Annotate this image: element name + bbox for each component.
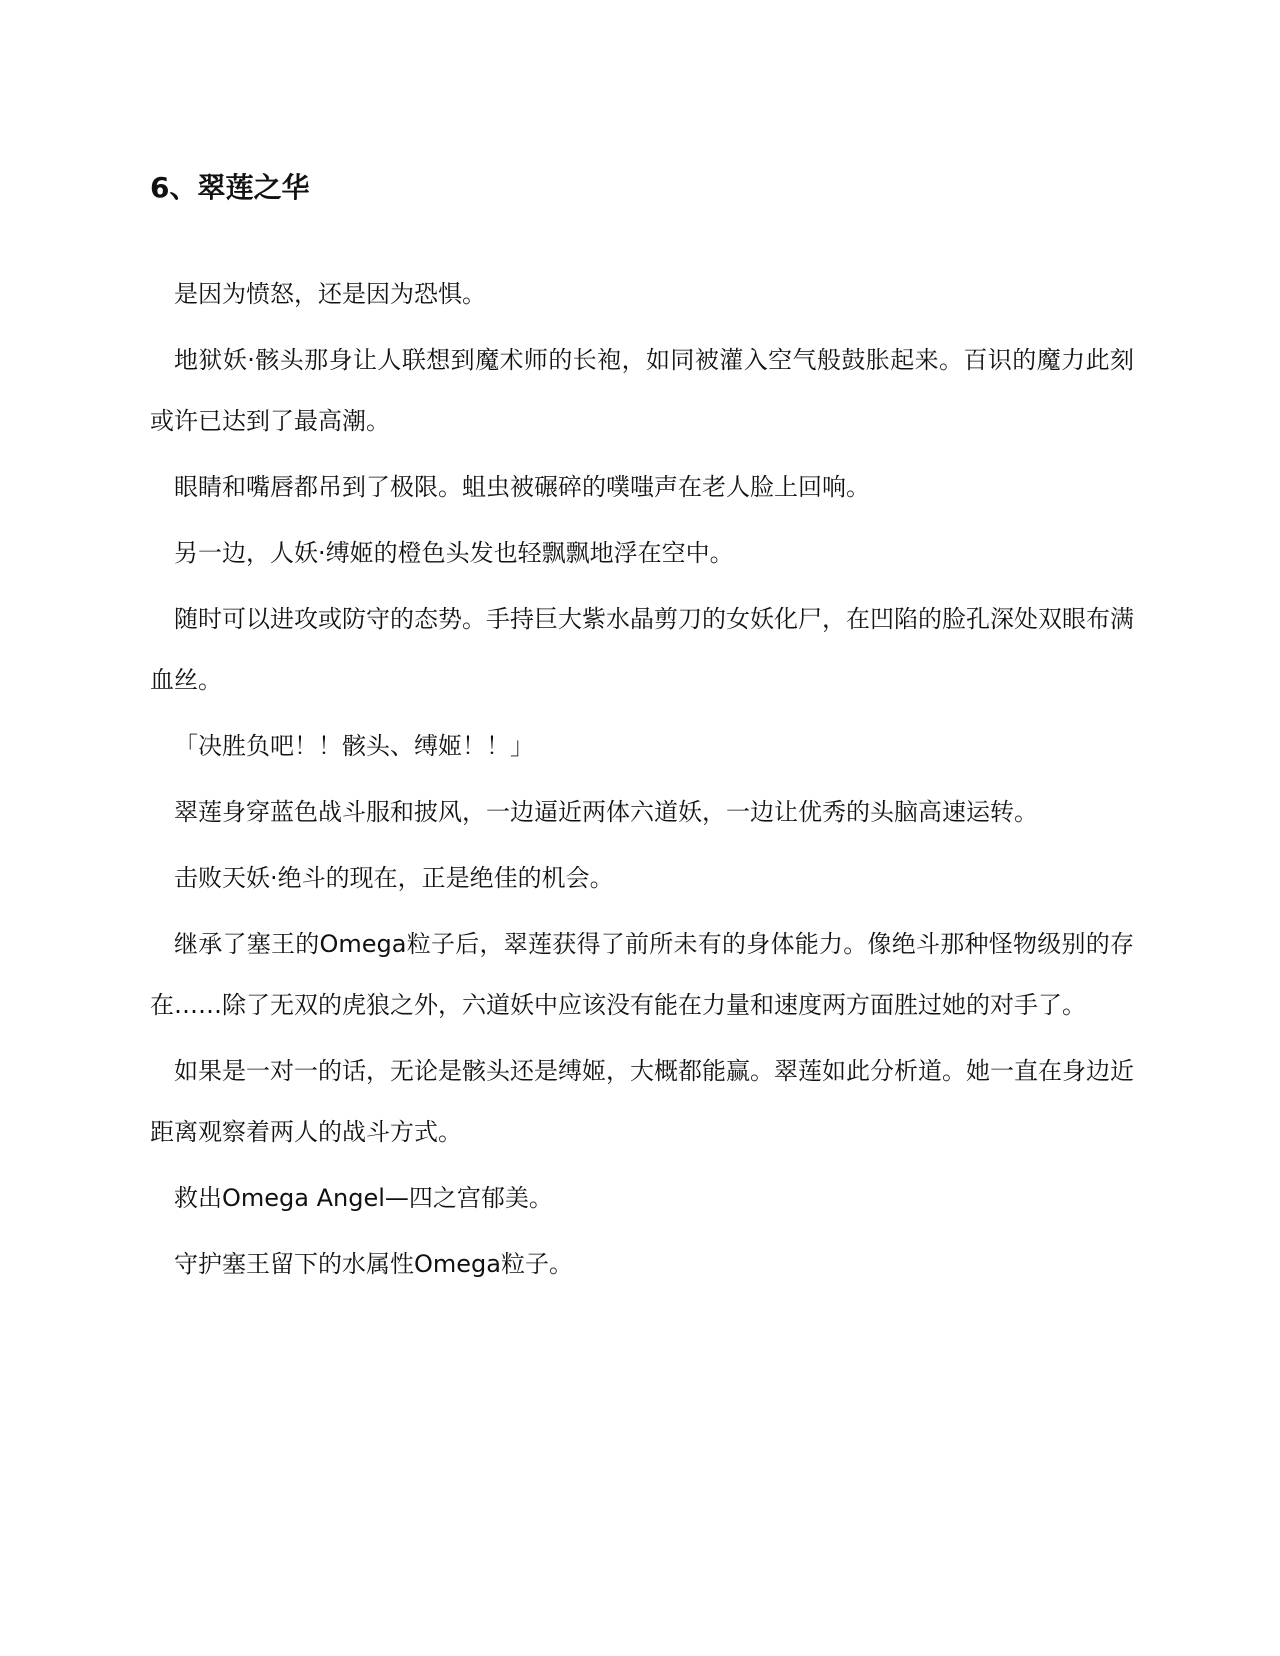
paragraph: 另一边，人妖·缚姬的橙色头发也轻飘飘地浮在空中。 <box>174 539 734 567</box>
chapter-title: 6、翠莲之华 <box>150 171 310 204</box>
paragraph: 是因为愤怒，还是因为恐惧。 <box>174 280 486 308</box>
paragraph: 「决胜负吧！！骸头、缚姬！！」 <box>174 732 534 760</box>
chapter-body <box>150 264 1134 1300</box>
paragraph: 击败天妖·绝斗的现在，正是绝佳的机会。 <box>174 864 614 892</box>
paragraph: 如果是一对一的话，无论是骸头还是缚姬，大概都能赢。翠莲如此分析道。她一直在身边近距离观察着两人的战斗方式。 <box>150 1057 1134 1146</box>
paragraph: 地狱妖·骸头那身让人联想到魔术师的长袍，如同被灌入空气般鼓胀起来。百识的魔力此刻或许已达到了最高潮。 <box>150 346 1134 435</box>
paragraph: 随时可以进攻或防守的态势。手持巨大紫水晶剪刀的女妖化尸，在凹陷的脸孔深处双眼布满血丝。 <box>150 605 1134 694</box>
paragraph: 救出Omega Angel—四之宫郁美。 <box>174 1184 553 1212</box>
paragraph: 翠莲身穿蓝色战斗服和披风，一边逼近两体六道妖，一边让优秀的头脑高速运转。 <box>174 798 1038 826</box>
paragraph: 继承了塞王的Omega粒子后，翠莲获得了前所未有的身体能力。像绝斗那种怪物级别的存在……除了无双的虎狼之外，六道妖中应该没有能在力量和速度两方面胜过她的对手了。 <box>150 930 1134 1019</box>
paragraph: 眼睛和嘴唇都吊到了极限。蛆虫被碾碎的噗嗤声在老人脸上回响。 <box>174 473 870 501</box>
paragraph: 守护塞王留下的水属性Omega粒子。 <box>174 1250 573 1278</box>
